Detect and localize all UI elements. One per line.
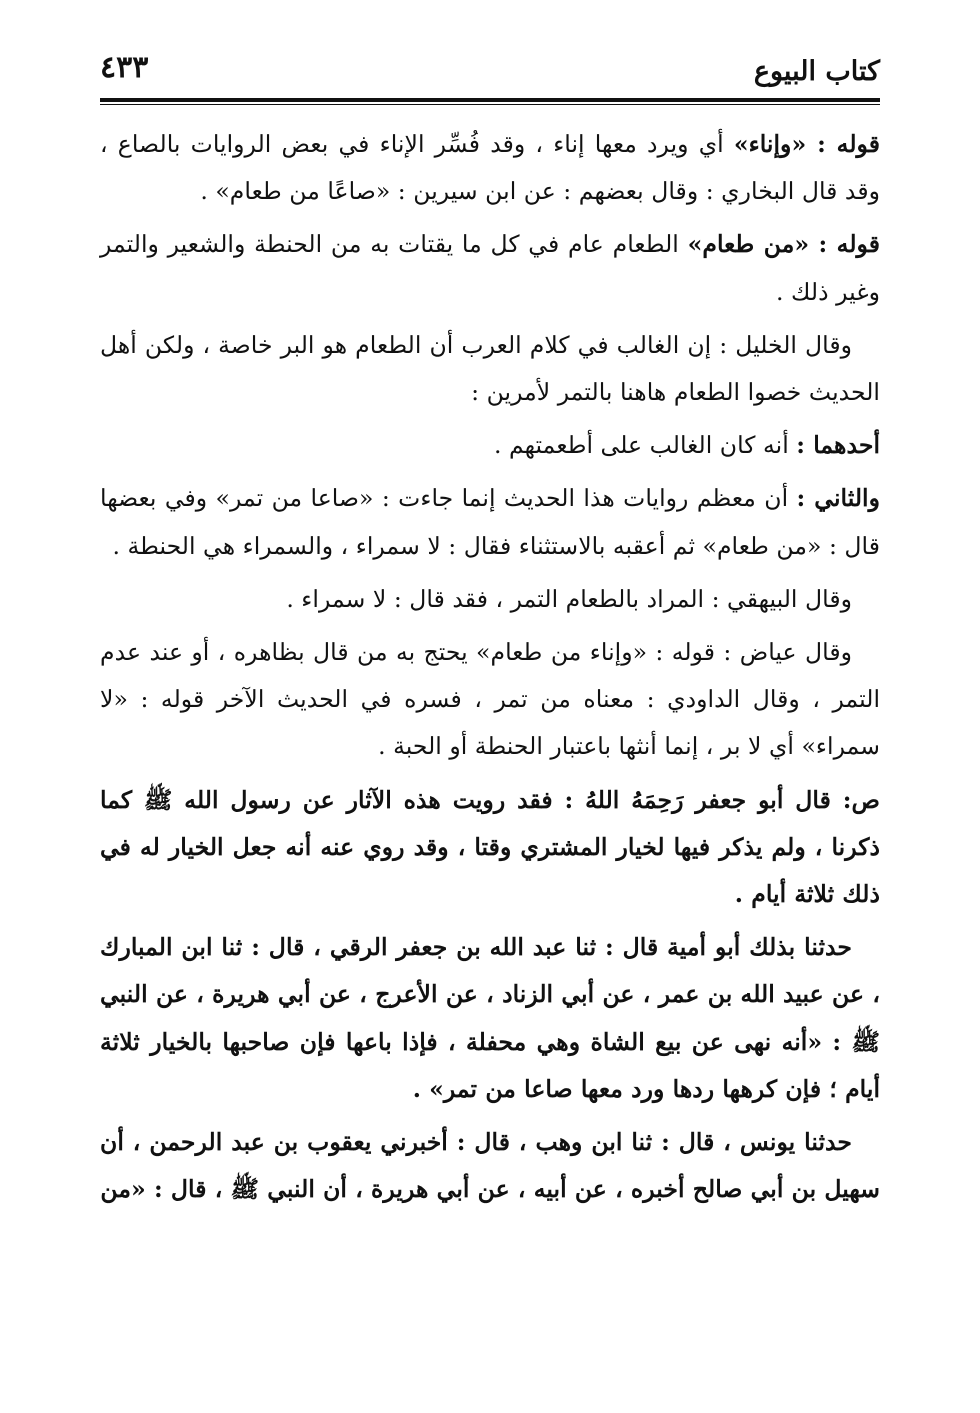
running-header — [100, 40, 880, 98]
paragraph-text: الطعام عام في كل ما يقتات به من الحنطة والشعير والتمر وغير ذلك . — [100, 230, 880, 306]
paragraph-text: وقال عياض : قوله : «وإناء من طعام» يحتج به من قال بظاهره ، أو عند عدم التمر ، وقال الداودي : معناه من تمر ، فسره في الحديث الآخر قوله : «لا سمراء» أي لا بر ، إنما أنثها باعتبار الحنطة أو الحبة . — [100, 638, 880, 761]
paragraph — [100, 121, 880, 215]
body-text — [100, 121, 880, 1213]
paragraph-lead: قوله : «من طعام» — [687, 230, 880, 259]
paragraph — [100, 475, 880, 569]
paragraph — [100, 1119, 880, 1213]
page — [100, 40, 880, 1219]
paragraph — [100, 221, 880, 315]
paragraph — [100, 629, 880, 771]
paragraph — [100, 924, 880, 1113]
paragraph — [100, 576, 880, 623]
paragraph — [100, 777, 880, 919]
paragraph-text: وقال الخليل : إن الغالب في كلام العرب أن الطعام هو البر خاصة ، ولكن أهل الحديث خصوا الطعام هاهنا بالتمر لأمرين : — [100, 330, 880, 407]
paragraph-text: حدثنا يونس ، قال : ثنا ابن وهب ، قال : أخبرني يعقوب بن عبد الرحمن ، أن سهيل بن أبي صالح أخبره ، عن أبيه ، عن أبي هريرة ، أن النبي ﷺ ، قال : «من — [100, 1128, 880, 1204]
paragraph — [100, 322, 880, 416]
paragraph-lead: قوله : «وإناء» — [733, 130, 880, 158]
paragraph-lead: أحدهما : — [796, 431, 880, 460]
paragraph-text: قال أبو جعفر رَحِمَهُ اللهُ : فقد رويت هذه الآثار عن رسول الله ﷺ كما ذكرنا ، ولم يذكر فيها لخيار المشتري وقتا ، وقد روي عنه أنه جعل الخيار له في ذلك ثلاثة أيام . — [100, 785, 880, 909]
paragraph-text: أن معظم روايات هذا الحديث إنما جاءت : «صاعا من تمر» وفي بعضها قال : «من طعام» ثم أعقبه بالاستثناء فقال : لا سمراء ، والسمراء هي الحنطة . — [100, 484, 880, 560]
paragraph-lead: ص: — [842, 785, 880, 814]
paragraph — [100, 422, 880, 469]
paragraph-lead: والثاني : — [796, 484, 880, 513]
paragraph-text: أي ويرد معها إناء ، وقد فُسِّر الإناء في بعض الروايات بالصاع ، وقد قال البخاري : وقال بعضهم : عن ابن سيرين : «صاعًا من طعام» . — [100, 130, 880, 206]
header-rule — [100, 98, 880, 105]
page-number: ٤٣٣ — [100, 50, 149, 85]
book-title: كتاب البيوع — [753, 56, 880, 87]
paragraph-text: حدثنا بذلك أبو أمية قال : ثنا عبد الله بن جعفر الرقي ، قال : ثنا ابن المبارك ، عن عبيد الله بن عمر ، عن أبي الزناد ، عن الأعرج ، عن أبي هريرة ، عن النبي ﷺ : «أنه نهى عن بيع الشاة وهي محفلة ، فإذا باعها فإن صاحبها بالخيار ثلاثة أيام ؛ فإن كرهها ردها ورد معها صاعا من تمر» . — [100, 933, 880, 1103]
paragraph-text: أنه كان الغالب على أطعمتهم . — [493, 431, 797, 460]
paragraph-text: وقال البيهقي : المراد بالطعام التمر ، فقد قال : لا سمراء . — [286, 584, 852, 613]
